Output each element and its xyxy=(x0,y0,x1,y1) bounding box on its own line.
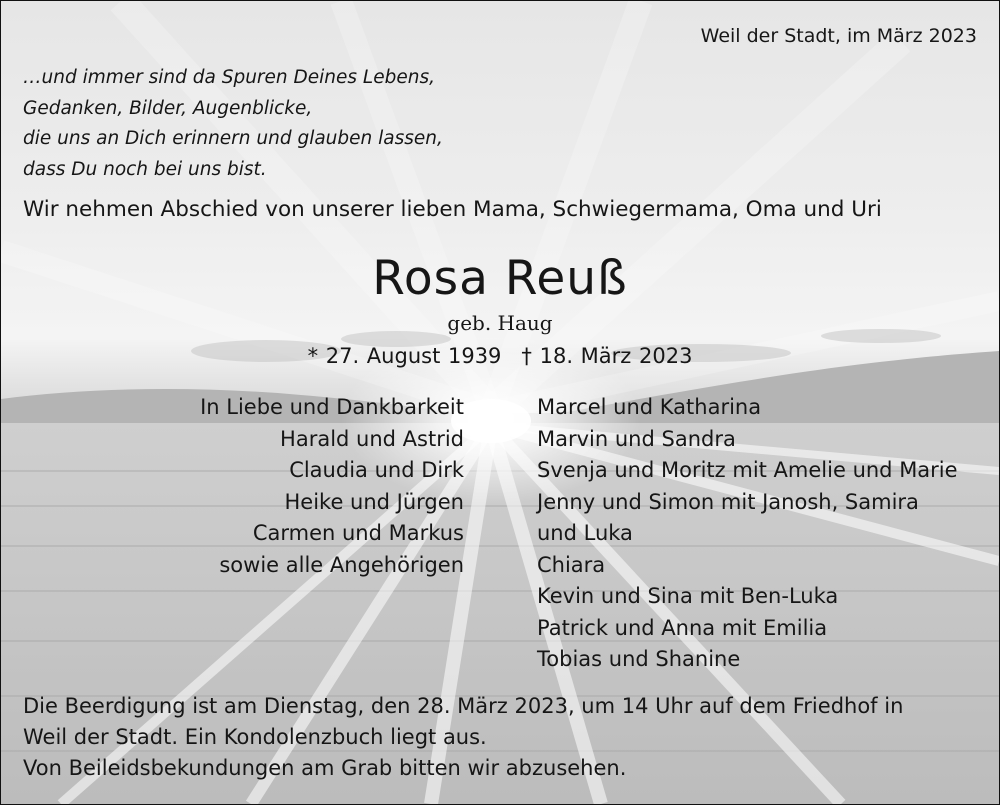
mourner-line: und Luka xyxy=(537,521,633,545)
mourner-line: Tobias und Shanine xyxy=(537,647,741,671)
mourners-right-column xyxy=(537,392,958,676)
funeral-line: Die Beerdigung ist am Dienstag, den 28. März 2023, um 14 Uhr auf dem Friedhof in xyxy=(23,694,904,718)
birth-date: * 27. August 1939 xyxy=(307,344,502,368)
birth-name: geb. Haug xyxy=(447,311,553,335)
life-dates xyxy=(1,344,999,368)
mourner-line: sowie alle Angehörigen xyxy=(219,552,464,577)
mourner-line: In Liebe und Dankbarkeit xyxy=(200,395,464,419)
mourner-line: Svenja und Moritz mit Amelie und Marie xyxy=(537,458,958,482)
place-date: Weil der Stadt, im März 2023 xyxy=(700,25,977,47)
funeral-details xyxy=(23,691,903,784)
poem-line: die uns an Dich erinnern und glauben lassen, xyxy=(23,128,443,149)
poem xyxy=(23,63,443,185)
mourners-left-column xyxy=(200,392,464,581)
mourner-line: Patrick und Anna mit Emilia xyxy=(537,615,828,640)
funeral-line: Von Beileidsbekundungen am Grab bitten wir abzusehen. xyxy=(23,756,627,780)
mourner-line: Harald und Astrid xyxy=(280,426,464,451)
poem-line: Gedanken, Bilder, Augenblicke, xyxy=(23,97,313,119)
mourner-line: Carmen und Markus xyxy=(252,521,464,545)
death-date: † 18. März 2023 xyxy=(521,344,693,368)
funeral-line: Weil der Stadt. Ein Kondolenzbuch liegt aus. xyxy=(23,725,487,749)
mourner-line: Jenny und Simon mit Janosh, Samira xyxy=(537,489,919,514)
mourner-line: Kevin und Sina mit Ben-Luka xyxy=(537,584,839,608)
poem-line: dass Du noch bei uns bist. xyxy=(23,158,267,180)
deceased-name: Rosa Reuß xyxy=(372,251,628,306)
mourner-line: Heike und Jürgen xyxy=(284,489,464,514)
poem-line: …und immer sind da Spuren Deines Lebens, xyxy=(23,67,435,88)
farewell-intro: Wir nehmen Abschied von unserer lieben Mama, Schwiegermama, Oma und Uri xyxy=(23,197,882,222)
mourner-line: Marcel und Katharina xyxy=(537,395,762,419)
mourner-line: Chiara xyxy=(537,552,606,577)
mourner-line: Marvin und Sandra xyxy=(537,426,736,451)
mourner-line: Claudia und Dirk xyxy=(289,458,464,482)
